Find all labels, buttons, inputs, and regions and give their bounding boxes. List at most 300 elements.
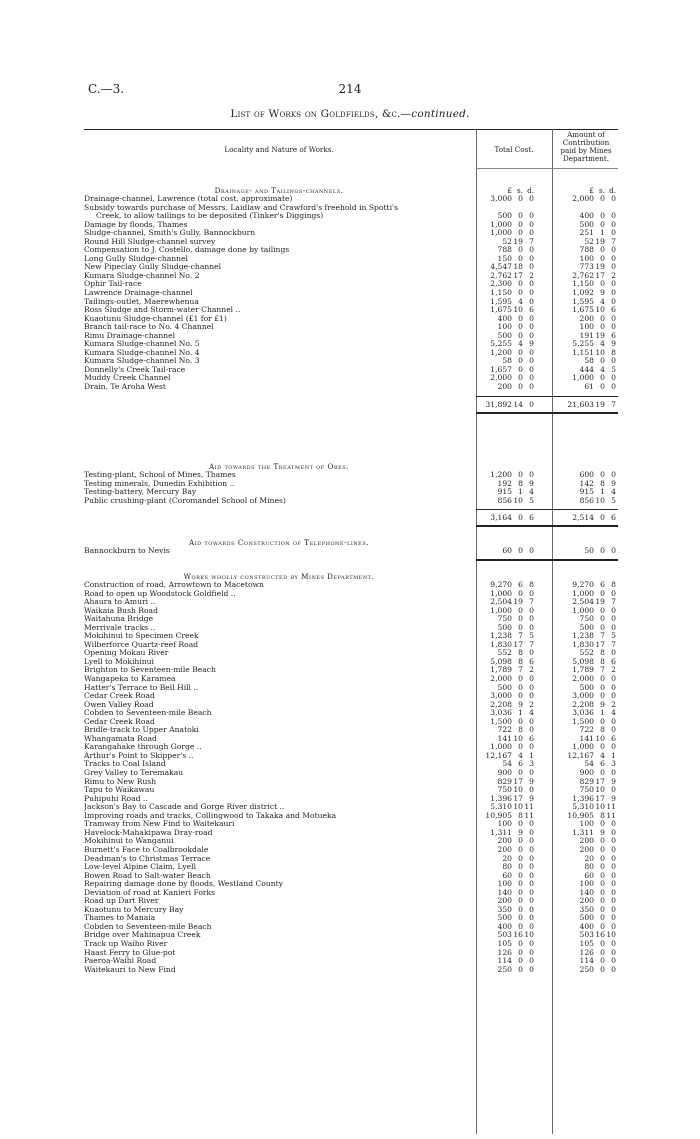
work-name-line: Drainage-channel, Lawrence (total cost, approximate)	[84, 195, 293, 203]
total-cost-pence: 10	[524, 930, 534, 940]
total-cost-pounds: 1,595	[490, 296, 512, 306]
contribution-pounds: 5,098	[572, 656, 594, 666]
total-cost-sum-pence: 6	[529, 513, 534, 523]
contribution-shillings: 4	[600, 339, 605, 349]
total-cost-pence: 0	[529, 296, 534, 306]
total-cost-pounds: 3,000	[490, 194, 512, 203]
total-cost-pence: 11	[524, 810, 534, 820]
total-cost-pounds: 500	[497, 913, 512, 923]
work-name-line: Ross Sludge and Storm-water Channel ..	[84, 306, 241, 315]
total-cost-pounds: 350	[497, 904, 512, 914]
table-row	[84, 598, 618, 607]
total-cost-shillings: 10	[513, 305, 523, 315]
total-cost-pence: 0	[529, 211, 534, 221]
contribution-pence: 11	[606, 810, 616, 820]
total-cost-shillings: 0	[518, 938, 523, 948]
title-main: List of Works on Goldfields, &c.—	[230, 108, 412, 120]
contribution-pence: 5	[611, 631, 616, 641]
work-name-line: Wilberforce Quartz-reef Road	[84, 640, 199, 649]
table-row	[84, 229, 618, 238]
work-name	[84, 590, 472, 599]
total-cost-shillings: 0	[518, 913, 523, 923]
contribution-pounds: 114	[579, 956, 594, 966]
work-name	[84, 340, 472, 349]
total-cost-pence: 9	[529, 478, 534, 488]
contribution-shillings: 0	[600, 887, 605, 897]
contribution-pence: 0	[611, 896, 616, 906]
contribution	[564, 383, 616, 392]
work-name	[84, 760, 472, 769]
table-row	[84, 666, 618, 675]
total-cost-pounds: 5,255	[490, 339, 512, 349]
total-cost-shillings: 8	[518, 656, 523, 666]
table-row	[84, 812, 618, 821]
total-cost-pence: 0	[529, 322, 534, 332]
contribution-pence: 0	[611, 904, 616, 914]
total-cost-pounds: 1,000	[490, 219, 512, 229]
total-cost-pence: 0	[529, 682, 534, 692]
contribution-pounds: 500	[579, 219, 594, 229]
total-cost-pounds: 722	[497, 725, 512, 735]
table-row	[84, 726, 618, 735]
work-name	[84, 949, 472, 958]
contrib-header-line: Department.	[562, 154, 610, 163]
contribution-shillings: 0	[600, 844, 605, 854]
table-row	[84, 195, 618, 204]
total-cost-pounds: 5,098	[490, 656, 512, 666]
contribution-shillings: 16	[595, 930, 605, 940]
work-name-line: Kumara Sludge-channel No. 2	[84, 271, 200, 280]
table-row	[84, 641, 618, 650]
contribution-pence: 2	[611, 699, 616, 709]
contribution-pence: 0	[611, 725, 616, 735]
section-title: Works wholly constructed by Mines Department.	[183, 572, 375, 581]
work-name	[84, 349, 472, 358]
table-row	[84, 624, 618, 633]
work-name-line: Kuaotunu Sludge-channel (£1 for £1)	[84, 314, 227, 323]
contribution-pounds: 100	[579, 819, 594, 829]
total-cost	[482, 195, 534, 204]
total-cost-shillings: 0	[518, 879, 523, 889]
work-name-line: Tracks to Coal Island	[84, 760, 166, 769]
contribution-pounds: 5,310	[572, 802, 594, 812]
contribution-pounds: 200	[579, 313, 594, 323]
work-name-line: Karangahake through Gorge ..	[84, 743, 202, 752]
work-name-line: Kumara Sludge-channel No. 3	[84, 357, 200, 366]
contribution-pence: 4	[611, 708, 616, 718]
total-cost-pence: 0	[529, 853, 534, 863]
work-name-line: Grey Valley to Teremakau	[84, 769, 184, 778]
contribution-pence: 0	[611, 691, 616, 701]
total-cost-pounds: 2,762	[490, 270, 512, 280]
contribution-pounds: 10,905	[567, 810, 594, 820]
contribution-pence: 0	[611, 862, 616, 872]
contribution-pence: 0	[611, 211, 616, 221]
total-cost-sum-pence: 0	[529, 399, 534, 409]
work-name-line: Havelock-Mahakipawa Dray-road	[84, 828, 213, 837]
total-cost-pence: 0	[529, 819, 534, 829]
work-name-line: Road to open up Woodstock Goldfield ..	[84, 589, 236, 598]
contribution-pounds: 200	[579, 896, 594, 906]
contribution-pence: 0	[611, 887, 616, 897]
contribution-pence: 0	[611, 322, 616, 332]
table-row	[84, 709, 618, 718]
work-name	[84, 383, 472, 392]
total-cost-shillings: 0	[518, 674, 523, 684]
total-cost-pounds: 750	[497, 614, 512, 624]
table-top-rule	[84, 129, 618, 130]
table-row	[84, 204, 618, 221]
total-cost-shillings: 10	[513, 785, 523, 795]
table-row	[84, 872, 618, 881]
total-cost-pence: 0	[529, 879, 534, 889]
work-name	[84, 624, 472, 633]
table-row	[84, 863, 618, 872]
contrib-lsd-header-shillings: s.	[599, 186, 605, 195]
work-name	[84, 795, 472, 804]
page-title	[0, 108, 700, 120]
total-cost-pence: 0	[529, 947, 534, 957]
contribution-pounds: 1,000	[572, 373, 594, 383]
table-row	[84, 306, 618, 315]
work-name-line: Ahaura to Amuri ..	[84, 598, 156, 607]
contribution-sum-shillings: 0	[600, 513, 605, 523]
contribution-shillings: 0	[600, 373, 605, 383]
total-cost-pounds: 500	[497, 330, 512, 340]
contribution-pounds: 1,000	[572, 605, 594, 615]
total-cost-sum-pounds: 31,892	[485, 399, 512, 409]
total-cost-shillings: 0	[518, 211, 523, 221]
table-row	[84, 795, 618, 804]
total-cost-pence: 2	[529, 699, 534, 709]
work-name-line: Testing minerals, Dunedin Exhibition ..	[84, 479, 235, 488]
total-cost-shillings: 0	[518, 373, 523, 383]
total-cost-shillings: 0	[518, 716, 523, 726]
contribution-shillings: 0	[600, 853, 605, 863]
table-row	[84, 298, 618, 307]
contribution-pounds: 54	[584, 759, 594, 769]
total-cost-pence: 0	[529, 245, 534, 255]
total-cost-pence: 0	[529, 836, 534, 846]
contribution-sum	[564, 401, 616, 410]
contribution-pence: 0	[611, 716, 616, 726]
table-row	[84, 255, 618, 264]
contribution-pounds: 2,208	[572, 699, 594, 709]
work-name-line: Damage by floods, Thames	[84, 220, 188, 229]
total-cost-shillings: 0	[518, 330, 523, 340]
contribution-shillings: 0	[600, 546, 605, 555]
contribution-shillings: 19	[595, 330, 605, 340]
work-name	[84, 607, 472, 616]
total-cost-pence: 0	[529, 691, 534, 701]
table-row	[84, 349, 618, 358]
table-row	[84, 752, 618, 761]
table-row	[84, 480, 618, 489]
total-rule-bottom	[476, 412, 618, 414]
total-cost-pence: 0	[529, 605, 534, 615]
work-name	[84, 726, 472, 735]
contribution-pence: 8	[611, 580, 616, 589]
total-cost-shillings: 0	[518, 819, 523, 829]
contribution-pounds: 1,311	[572, 827, 594, 837]
contribution-pence: 1	[611, 750, 616, 760]
work-name	[84, 315, 472, 324]
work-name	[84, 914, 472, 923]
contribution-pounds: 3,000	[572, 691, 594, 701]
work-name-line: Paeroa-Waihi Road	[84, 957, 157, 966]
total-cost-pence: 0	[529, 253, 534, 263]
work-name-line: Hatter's Terrace to Bell Hill ..	[84, 683, 199, 692]
total-cost-shillings: 19	[513, 236, 523, 246]
contribution-pence: 0	[611, 373, 616, 383]
total-cost-pence: 0	[529, 588, 534, 598]
contribution-shillings: 10	[595, 785, 605, 795]
work-name	[84, 812, 472, 821]
work-name-line: Road up Dart River	[84, 897, 159, 906]
work-name-line: Track up Waiho River	[84, 939, 168, 948]
total-cost-pounds: 100	[497, 819, 512, 829]
work-name	[84, 280, 472, 289]
total-cost-shillings: 17	[513, 793, 523, 803]
total-cost-pence: 4	[529, 487, 534, 497]
contribution-pence: 5	[611, 495, 616, 505]
total-cost-pounds: 250	[497, 964, 512, 974]
total-cost-pence: 0	[529, 313, 534, 323]
table-row	[84, 923, 618, 932]
total-cost-shillings: 0	[518, 194, 523, 203]
work-name	[84, 229, 472, 238]
contribution-pence: 0	[611, 313, 616, 323]
total-cost-pence: 0	[529, 785, 534, 795]
total-cost-pence: 0	[529, 742, 534, 752]
total-cost-shillings: 8	[518, 648, 523, 658]
contribution-pounds: 400	[579, 921, 594, 931]
contribution-shillings: 4	[600, 750, 605, 760]
contribution-shillings: 10	[595, 495, 605, 505]
table-row	[84, 374, 618, 383]
total-cost-pounds: 2,208	[490, 699, 512, 709]
contribution-shillings: 0	[600, 588, 605, 598]
contribution-pence: 0	[611, 546, 616, 555]
contribution-pounds: 500	[579, 682, 594, 692]
work-name	[84, 255, 472, 264]
contribution-pounds: 140	[579, 887, 594, 897]
contribution-pounds: 2,504	[572, 597, 594, 607]
work-name-line: Deviation of road at Kanieri Forks	[84, 888, 216, 897]
total-cost-shillings: 0	[518, 364, 523, 374]
total-cost-shillings: 0	[518, 356, 523, 366]
total-rule-bottom	[476, 525, 618, 527]
contribution-pounds: 1,789	[572, 665, 594, 675]
total-cost-pounds: 60	[502, 546, 512, 555]
total-cost-shillings: 0	[518, 862, 523, 872]
contribution-shillings: 9	[600, 699, 605, 709]
work-name	[84, 195, 472, 204]
total-cost-shillings: 0	[518, 614, 523, 624]
work-name-line: Bridge over Mahinapua Creek	[84, 931, 201, 940]
total-cost-pence: 0	[529, 896, 534, 906]
contribution-shillings: 0	[600, 716, 605, 726]
contribution-shillings: 0	[600, 819, 605, 829]
contribution-shillings: 7	[600, 631, 605, 641]
total-cost-shillings: 0	[518, 921, 523, 931]
table-row	[84, 718, 618, 727]
work-name-line: Donnelly's Creek Tail-race	[84, 365, 186, 374]
contribution-pounds: 100	[579, 253, 594, 263]
table-row	[84, 949, 618, 958]
work-name-line: Bridle-track to Upper Anatoki	[84, 726, 199, 735]
total-cost-pounds: 915	[497, 487, 512, 497]
table-row	[84, 778, 618, 787]
contribution-shillings: 0	[600, 870, 605, 880]
contribution-pounds: 500	[579, 622, 594, 632]
total-cost-pounds: 1,675	[490, 305, 512, 315]
table-row	[84, 632, 618, 641]
contribution-pence: 0	[611, 844, 616, 854]
total-cost-pounds: 2,504	[490, 597, 512, 607]
total-cost-pounds: 52	[502, 236, 512, 246]
total-cost-pounds: 1,830	[490, 639, 512, 649]
work-name	[84, 897, 472, 906]
contribution-shillings: 0	[600, 836, 605, 846]
contribution-shillings: 1	[600, 487, 605, 497]
contribution-pounds: 200	[579, 844, 594, 854]
contribution-pence: 9	[611, 776, 616, 786]
total-cost-shillings: 17	[513, 270, 523, 280]
locality-header: Locality and Nature of Works.	[224, 145, 334, 154]
contribution-pounds: 5,255	[572, 339, 594, 349]
total-cost-pence: 3	[529, 759, 534, 769]
contribution-shillings: 0	[600, 245, 605, 255]
contribution-pence: 0	[611, 947, 616, 957]
contribution-pounds: 100	[579, 879, 594, 889]
work-name-line: Ophir Tail-race	[84, 280, 142, 289]
total-cost-pence: 4	[529, 708, 534, 718]
contribution-pounds: 52	[584, 236, 594, 246]
contribution-pounds: 503	[579, 930, 594, 940]
table-row	[84, 692, 618, 701]
total-cost-shillings: 8	[518, 478, 523, 488]
contribution-shillings: 1	[600, 708, 605, 718]
contribution-pounds: 552	[579, 648, 594, 658]
total-cost-pounds: 140	[497, 887, 512, 897]
work-name	[84, 863, 472, 872]
work-name	[84, 820, 472, 829]
total-lsd-header-shillings: s.	[517, 186, 523, 195]
work-name-line: Burnett's Face to Coalbrookdale	[84, 845, 209, 854]
table-row	[84, 914, 618, 923]
work-name-line: Cobden to Seventeen-mile Beach	[84, 922, 212, 931]
work-name	[84, 701, 472, 710]
total-cost-pounds: 200	[497, 844, 512, 854]
total-cost-pence: 1	[529, 750, 534, 760]
work-name	[84, 298, 472, 307]
total-cost-pence: 0	[529, 330, 534, 340]
total-cost	[482, 383, 534, 392]
contribution-pence: 0	[611, 605, 616, 615]
total-cost-pounds: 1,500	[490, 716, 512, 726]
contribution	[564, 547, 616, 556]
total-cost-pence: 0	[529, 768, 534, 778]
total-lsd-header-pence: d.	[527, 186, 534, 195]
contribution-pence: 7	[611, 597, 616, 607]
work-name-line: Bowen Road to Salt-water Beach	[84, 871, 211, 880]
total-cost-shillings: 0	[518, 844, 523, 854]
table-row	[84, 383, 618, 392]
total-cost-sum	[482, 401, 534, 410]
contribution-shillings: 0	[600, 279, 605, 289]
table-row	[84, 803, 618, 812]
total-cost-shillings: 0	[518, 253, 523, 263]
work-name-line: Whangamata Road	[84, 734, 157, 743]
total-cost-pounds: 400	[497, 313, 512, 323]
contribution-pence: 0	[611, 938, 616, 948]
contribution-shillings: 0	[600, 938, 605, 948]
table-row	[84, 855, 618, 864]
contribution-pounds: 788	[579, 245, 594, 255]
contribution-pounds: 444	[579, 364, 594, 374]
work-name-line: Owen Valley Road	[84, 700, 154, 709]
table-row	[84, 897, 618, 906]
work-name-line: Cobden to Seventeen-mile Beach	[84, 709, 212, 718]
work-name	[84, 769, 472, 778]
total-cost-pounds: 141	[497, 733, 512, 743]
work-name-line: Muddy Creek Channel	[84, 374, 171, 383]
work-name-line: Low-level Alpine Claim, Lyell	[84, 863, 197, 872]
contribution-pounds: 1,238	[572, 631, 594, 641]
contribution-shillings: 0	[600, 194, 605, 203]
contribution-pence: 0	[611, 245, 616, 255]
total-cost-pence: 11	[524, 802, 534, 812]
work-name	[84, 957, 472, 966]
contribution-pence: 6	[611, 305, 616, 315]
contribution-pounds: 12,167	[567, 750, 594, 760]
contribution-pence: 9	[611, 793, 616, 803]
total-cost-pence: 0	[529, 262, 534, 272]
work-name-line: Drain, Te Aroha West	[84, 383, 166, 392]
contribution-pence: 0	[611, 194, 616, 203]
contribution-sum-pounds: 2,514	[572, 513, 594, 523]
work-name-line: Improving roads and tracks, Collingwood to Takaka and Motueka	[84, 811, 337, 820]
total-cost-pence: 2	[529, 270, 534, 280]
total-cost-pounds: 200	[497, 896, 512, 906]
contribution-pence: 0	[611, 262, 616, 272]
contribution-shillings: 0	[600, 622, 605, 632]
contribution-pounds: 100	[579, 322, 594, 332]
total-cost-pounds: 2,000	[490, 674, 512, 684]
work-name	[84, 786, 472, 795]
contribution-shillings: 0	[600, 913, 605, 923]
work-name-line: Testing-battery, Mercury Bay	[84, 488, 197, 497]
work-name-line: Tapu to Waikawau	[84, 786, 155, 795]
total-cost-pounds: 2,300	[490, 279, 512, 289]
total-cost-pounds: 12,167	[485, 750, 512, 760]
total-cost-pence: 0	[529, 862, 534, 872]
contribution-pence: 0	[611, 964, 616, 974]
total-cost-shillings: 0	[518, 279, 523, 289]
table-row	[84, 880, 618, 889]
contribution-pounds: 915	[579, 487, 594, 497]
contribution-pounds: 2,000	[572, 194, 594, 203]
table-row	[84, 263, 618, 272]
work-name	[84, 374, 472, 383]
total-cost-pence: 7	[529, 639, 534, 649]
total-cost-sum-pounds: 3,164	[490, 513, 512, 523]
contribution-pence: 0	[611, 228, 616, 238]
contribution-shillings: 0	[600, 742, 605, 752]
contribution-pounds: 1,000	[572, 742, 594, 752]
contribution-pence: 0	[611, 913, 616, 923]
